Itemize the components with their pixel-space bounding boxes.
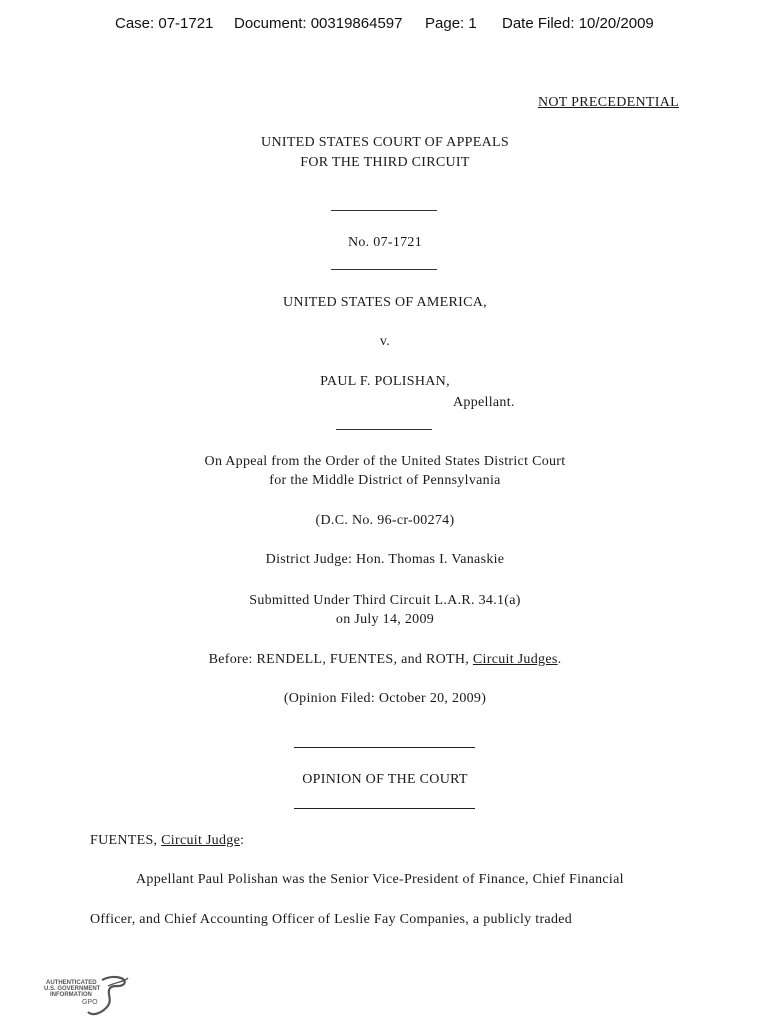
- panel-prefix: Before: RENDELL, FUENTES, and ROTH,: [208, 652, 473, 667]
- opinion-author: [90, 833, 244, 849]
- panel-judges: [0, 652, 770, 668]
- page-label: Page: 1: [425, 15, 477, 32]
- body-text-line: Officer, and Chief Accounting Officer of Leslie Fay Companies, a publicly traded: [90, 912, 573, 927]
- author-title: Circuit Judge: [161, 833, 241, 848]
- opinion-rule-bottom: [294, 808, 475, 809]
- court-name-line1: UNITED STATES COURT OF APPEALS: [261, 135, 509, 150]
- separator-dash: [331, 269, 437, 270]
- defendant-name: PAUL F. POLISHAN,: [320, 374, 450, 389]
- date-filed-label: Date Filed: 10/20/2009: [502, 15, 654, 32]
- versus: v.: [379, 334, 391, 349]
- panel-title: Circuit Judges: [472, 652, 558, 667]
- seal-text-line: U.S. GOVERNMENT: [44, 986, 101, 992]
- seal-text-line: AUTHENTICATED: [46, 980, 97, 986]
- court-name-line2: FOR THE THIRD CIRCUIT: [300, 155, 470, 170]
- seal-text-line: GPO: [82, 999, 98, 1006]
- gpo-authentication-seal: [44, 972, 134, 1018]
- district-case-number: (D.C. No. 96-cr-00274): [315, 513, 455, 528]
- author-name: FUENTES,: [90, 833, 162, 848]
- submission-line1: Submitted Under Third Circuit L.A.R. 34.1(a): [249, 593, 521, 608]
- appeal-origin-line1: On Appeal from the Order of the United States District Court: [204, 454, 566, 469]
- case-label: Case: 07-1721: [115, 15, 214, 32]
- separator-dash: [336, 429, 432, 430]
- appeal-origin-line2: for the Middle District of Pennsylvania: [269, 473, 501, 488]
- body-text-line: Appellant Paul Polishan was the Senior Vice-President of Finance, Chief Financial: [136, 872, 624, 887]
- opinion-rule-top: [294, 747, 475, 748]
- author-suffix: :: [240, 833, 245, 848]
- precedential-status: NOT PRECEDENTIAL: [537, 95, 679, 110]
- document-label: Document: 00319864597: [234, 15, 403, 32]
- seal-text-line: INFORMATION: [50, 992, 92, 998]
- submission-line2: on July 14, 2009: [335, 612, 435, 627]
- panel-suffix: .: [557, 652, 562, 667]
- district-judge: District Judge: Hon. Thomas I. Vanaskie: [265, 552, 505, 567]
- plaintiff-name: UNITED STATES OF AMERICA,: [283, 295, 487, 310]
- separator-dash: [331, 210, 437, 211]
- appellant-role: Appellant.: [453, 395, 515, 410]
- opinion-title: OPINION OF THE COURT: [302, 772, 468, 787]
- opinion-filed-date: (Opinion Filed: October 20, 2009): [283, 691, 487, 706]
- case-number: No. 07-1721: [347, 235, 423, 250]
